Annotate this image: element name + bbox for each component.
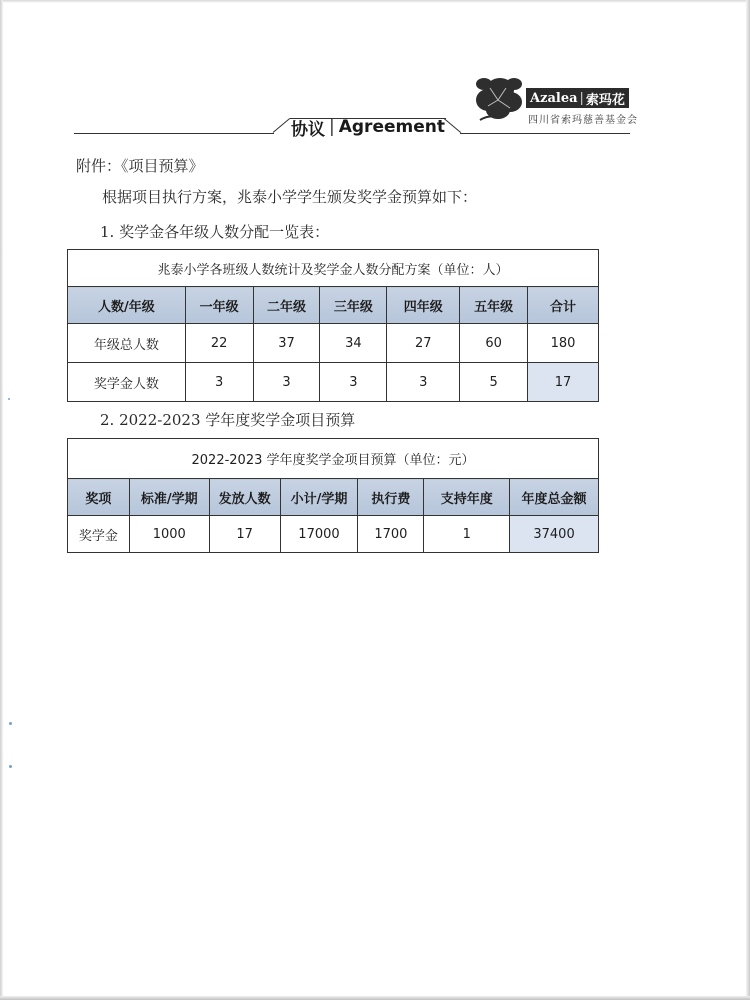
row-header: 奖学金人数 [68, 363, 186, 402]
page-title-en: Agreement [338, 117, 445, 137]
scan-edge-bottom [0, 996, 750, 1000]
table-title-row [68, 439, 599, 479]
table-cell: 3 [320, 363, 387, 402]
section-2-heading: 2. 2022-2023 学年度奖学金项目预算 [100, 411, 356, 429]
table-cell: 34 [320, 324, 387, 363]
column-header: 合计 [528, 287, 599, 324]
section-1-heading: 1. 奖学金各年级人数分配一览表： [100, 223, 330, 241]
column-header: 一年级 [185, 287, 253, 324]
scan-speck [9, 722, 12, 725]
row-header: 奖学金 [68, 516, 130, 553]
column-header: 五年级 [460, 287, 528, 324]
column-header: 小计/学期 [280, 479, 358, 516]
header-rule-left [74, 133, 274, 134]
column-header: 发放人数 [209, 479, 280, 516]
table-cell-total: 37400 [510, 516, 599, 553]
logo-brand-box [526, 88, 629, 108]
table-cell: 22 [185, 324, 253, 363]
scholarship-budget-table-title: 2022-2023 学年度奖学金项目预算（单位：元） [68, 439, 599, 479]
table-cell: 17000 [280, 516, 358, 553]
lead-paragraph: 根据项目执行方案，兆泰小学学生颁发奖学金预算如下： [102, 188, 478, 206]
table-cell: 5 [460, 363, 528, 402]
azalea-flower-icon [470, 70, 532, 126]
table-cell: 3 [185, 363, 253, 402]
scan-edge-left [0, 0, 3, 1000]
table-title-row [68, 250, 599, 287]
foundation-logo [470, 70, 640, 126]
attachment-line: 附件：《项目预算》 [76, 157, 204, 175]
column-header: 二年级 [253, 287, 320, 324]
table-row [68, 324, 599, 363]
column-header: 三年级 [320, 287, 387, 324]
grade-allocation-table-title: 兆泰小学各班级人数统计及奖学金人数分配方案（单位：人） [68, 250, 599, 287]
row-header: 年级总人数 [68, 324, 186, 363]
table-row [68, 363, 599, 402]
page-title [286, 116, 450, 138]
column-header: 年度总金额 [510, 479, 599, 516]
table-header-row [68, 479, 599, 516]
table-cell: 60 [460, 324, 528, 363]
column-header: 执行费 [358, 479, 424, 516]
page-title-separator: | [329, 117, 335, 137]
table-cell: 27 [387, 324, 460, 363]
table-cell: 3 [387, 363, 460, 402]
table-cell: 1700 [358, 516, 424, 553]
table-cell: 17 [209, 516, 280, 553]
logo-brand-separator: | [579, 90, 584, 106]
page-title-cn: 协议 [291, 119, 325, 140]
header-rule-right [460, 133, 630, 134]
table-cell-total: 180 [528, 324, 599, 363]
table-header-row [68, 287, 599, 324]
column-header: 奖项 [68, 479, 130, 516]
table-cell: 37 [253, 324, 320, 363]
column-header: 人数/年级 [68, 287, 186, 324]
column-header: 四年级 [387, 287, 460, 324]
table-cell-total: 17 [528, 363, 599, 402]
logo-org-name: 四川省索玛慈善基金会 [528, 115, 638, 126]
scan-edge-right [746, 0, 750, 1000]
scan-speck [8, 398, 10, 400]
column-header: 支持年度 [424, 479, 510, 516]
scan-speck [9, 765, 12, 768]
column-header: 标准/学期 [129, 479, 209, 516]
table-row [68, 516, 599, 553]
scholarship-budget-table [67, 438, 599, 553]
scan-edge-top [0, 0, 750, 3]
table-cell: 1 [424, 516, 510, 553]
table-cell: 3 [253, 363, 320, 402]
logo-brand-en: Azalea [530, 90, 578, 106]
logo-brand-cn: 索玛花 [585, 92, 625, 108]
grade-allocation-table [67, 249, 599, 402]
table-cell: 1000 [129, 516, 209, 553]
